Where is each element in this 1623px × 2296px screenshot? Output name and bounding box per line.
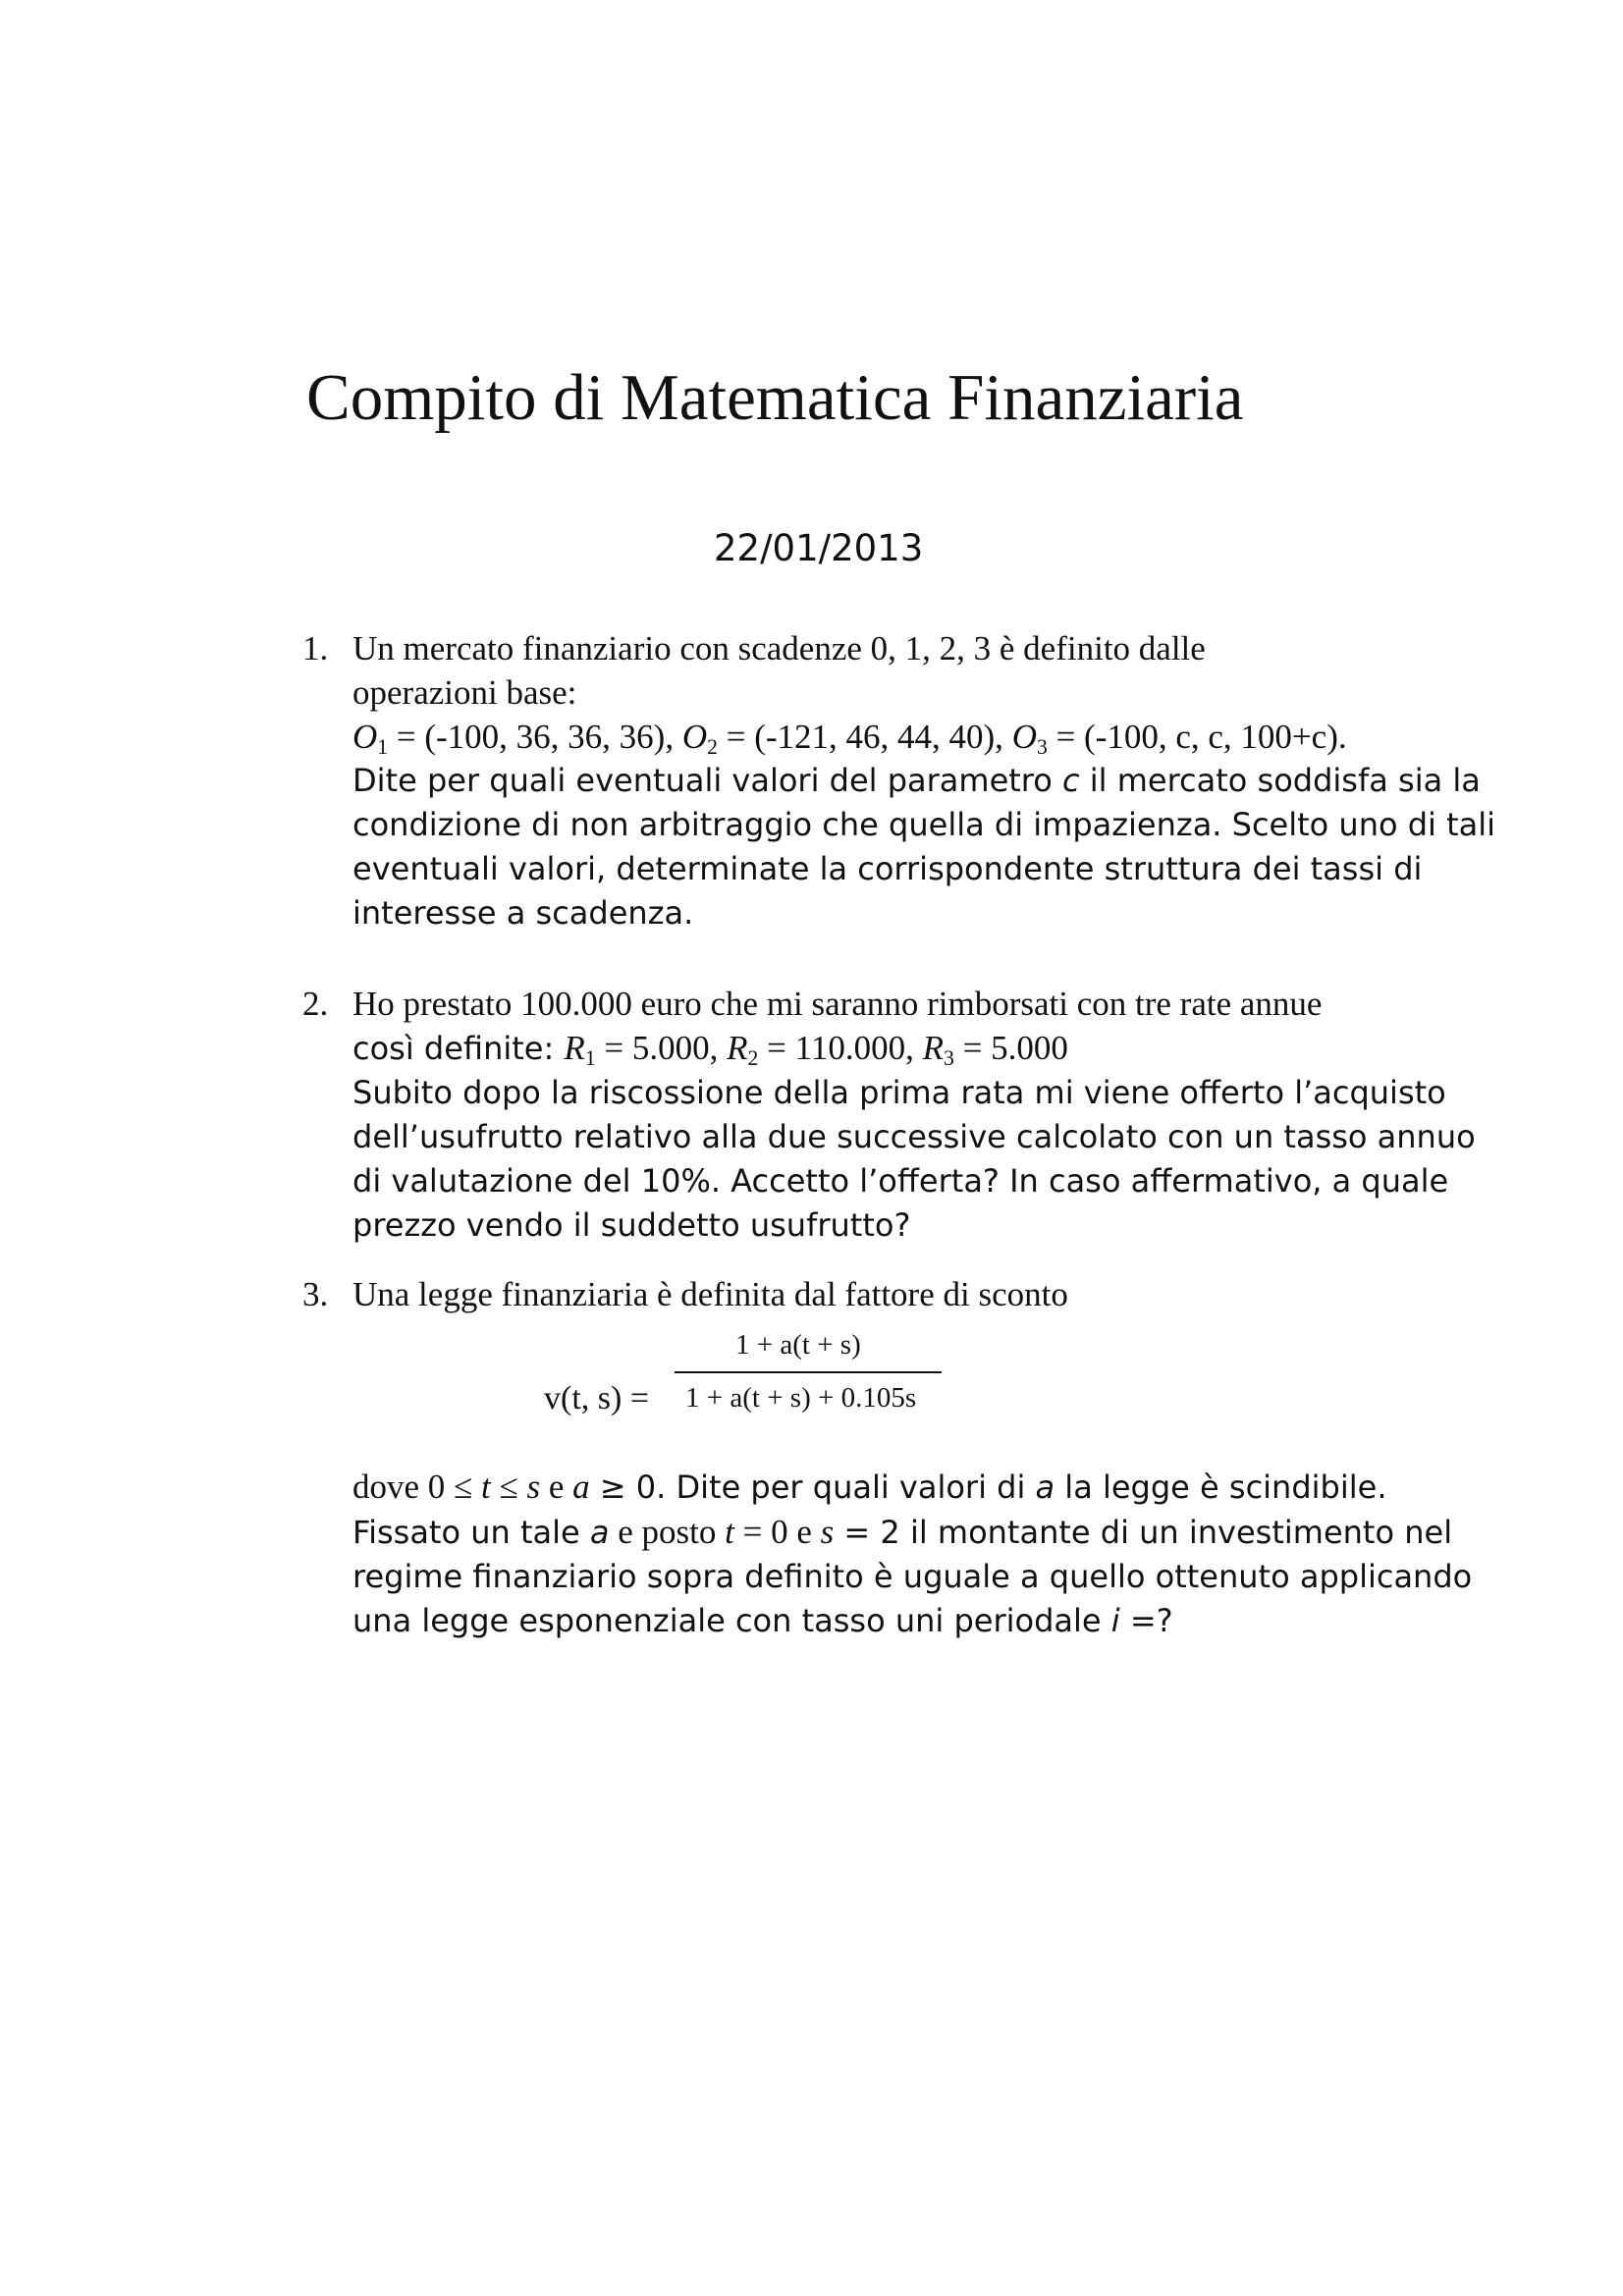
page-title: Compito di Matematica Finanziaria (306, 361, 1244, 434)
text-fragment: e posto (609, 1513, 726, 1551)
installments-line (352, 1026, 1501, 1071)
text-line (352, 759, 1501, 803)
variable: t (725, 1513, 734, 1551)
text-line: Un mercato finanziario con scadenze 0, 1, 2, 3 è definito dalle (352, 629, 1206, 667)
formula-denominator: 1 + a(t + s) + 0.105s (685, 1382, 917, 1414)
installment-symbol: R (564, 1029, 585, 1067)
text-fragment: Fissato un tale (352, 1514, 590, 1551)
subscript: 1 (584, 1046, 596, 1071)
subscript: 3 (1036, 735, 1048, 760)
text-fragment: il mercato soddisfa sia la (1079, 762, 1481, 799)
variable: a (589, 1514, 610, 1551)
discount-factor-formula (544, 1322, 996, 1430)
operation-symbol: O (1011, 718, 1037, 756)
text-line: eventuali valori, determinate la corrispondente struttura dei tassi di (352, 850, 1423, 887)
text-line: condizione di non arbitraggio che quella di impazienza. Scelto uno di tali (352, 806, 1496, 843)
text-line: Subito dopo la riscossione della prima rata mi viene offerto l’acquisto (352, 1074, 1446, 1111)
subscript: 2 (747, 1046, 759, 1071)
text-fragment: e (540, 1468, 573, 1506)
subscript: 3 (943, 1046, 954, 1071)
variable: a (572, 1468, 590, 1506)
operation-symbol: O (681, 718, 708, 756)
problem-number: 1. (302, 629, 329, 667)
text-fragment: dove 0 ≤ (352, 1468, 481, 1506)
problem-text (352, 1465, 1501, 1643)
installment-value: = 110.000, (758, 1029, 923, 1067)
variable: s (526, 1468, 541, 1506)
operation-value: = (-100, 36, 36, 36), (388, 718, 682, 756)
text-line (352, 1510, 1501, 1555)
text-line: di valutazione del 10%. Accetto l’offerta? In caso affermativo, a quale (352, 1162, 1449, 1200)
text-line: Ho prestato 100.000 euro che mi saranno rimborsati con tre rate annue (352, 985, 1323, 1023)
exam-date: 22/01/2013 (714, 527, 924, 569)
subscript: 1 (377, 735, 389, 760)
text-fragment: =? (1119, 1602, 1173, 1639)
text-line: regime finanziario sopra definito è uguale a quello ottenuto applicando (352, 1558, 1473, 1595)
problem-text (352, 982, 1501, 1248)
formula-lhs: v(t, s) = (544, 1380, 649, 1416)
installment-symbol: R (727, 1029, 748, 1067)
text-line (352, 1599, 1501, 1643)
subscript: 2 (707, 735, 718, 760)
text-line: dell’usufrutto relativo alla due successive calcolato con un tasso annuo (352, 1118, 1476, 1155)
text-line (352, 1465, 1501, 1510)
problem-text (352, 1272, 1501, 1316)
text-fragment: ≤ (490, 1468, 527, 1506)
operation-symbol: O (352, 718, 378, 756)
operations-line (352, 715, 1501, 759)
operation-value: = (-100, c, c, 100+c). (1047, 718, 1347, 756)
text-line: prezzo vendo il suddetto usufrutto? (352, 1206, 911, 1244)
text-fragment: Dite per quali eventuali valori del parametro (352, 762, 1062, 799)
text-fragment: la legge è scindibile. (1055, 1468, 1387, 1506)
problem-number: 3. (302, 1275, 329, 1313)
text-line: interesse a scadenza. (352, 894, 694, 932)
formula-numerator: 1 + a(t + s) (735, 1329, 861, 1361)
installment-value: = 5.000 (953, 1029, 1068, 1067)
text-fragment: così definite: (352, 1030, 565, 1067)
operation-value: = (-121, 46, 44, 40), (717, 718, 1012, 756)
installment-symbol: R (922, 1029, 944, 1067)
installment-value: = 5.000, (595, 1029, 728, 1067)
text-fragment: una legge esponenziale con tasso uni periodale (352, 1602, 1111, 1639)
text-fragment: = 2 il montante di un investimento nel (834, 1514, 1453, 1551)
variable: i (1110, 1602, 1120, 1639)
variable: c (1062, 762, 1080, 799)
variable: a (1035, 1468, 1055, 1506)
problem-text (352, 626, 1501, 935)
fraction-bar (675, 1371, 942, 1373)
text-fragment: = 0 e (733, 1513, 821, 1551)
text-line: Una legge finanziaria è definita dal fattore di sconto (352, 1275, 1068, 1313)
variable: t (481, 1468, 491, 1506)
text-line: operazioni base: (352, 673, 577, 712)
variable: s (820, 1513, 835, 1551)
text-fragment: ≥ 0. Dite per quali valori di (589, 1468, 1036, 1506)
problem-number: 2. (302, 985, 329, 1023)
